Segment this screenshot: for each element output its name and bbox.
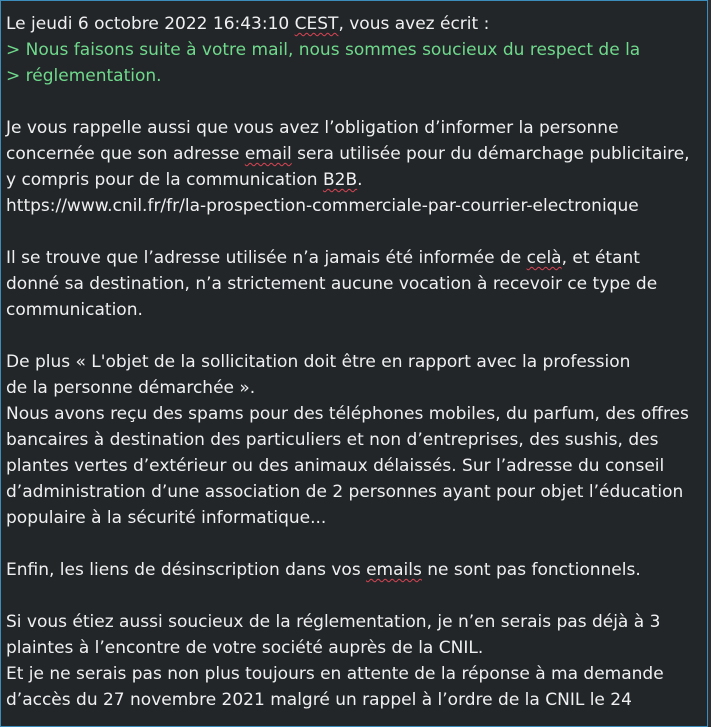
blank-line [6,531,707,557]
text-line [6,245,707,271]
url-text: https://www.cnil.fr/fr/la-prospection-commerciale-par-courrier-electronique [6,196,639,216]
text-line: d’accès du 27 novembre 2021 malgré un rappel à l’ordre de la CNIL le 24 [6,690,632,710]
text-line: plantes vertes d’extérieur ou des animaux délaissés. Sur l’adresse du conseil [6,456,665,476]
blank-line [6,583,707,609]
text-line: communication. [6,300,143,320]
text-segment: Enfin, les liens de désinscription dans vos [6,560,367,580]
text-line: populaire à la sécurité informatique... [6,508,327,528]
text-line: plaintes à l’encontre de votre société auprès de la CNIL. [6,638,484,658]
text-line: Je vous rappelle aussi que vous avez l’obligation d’informer la personne [6,118,619,138]
text-segment: y compris pour de la communication [6,170,323,190]
blank-line [6,323,707,349]
text-line: Nous avons reçu des spams pour des téléphones mobiles, du parfum, des offres [6,404,689,424]
text-line: Si vous étiez aussi soucieux de la réglementation, je n’en serais pas déjà à 3 [6,612,661,632]
attribution-text: , vous avez écrit : [338,14,490,34]
text-segment: concernée que son adresse [6,144,245,164]
text-segment: . [357,170,363,190]
text-line [6,141,707,167]
blank-line [6,89,707,115]
email-text[interactable] [1,1,707,713]
misspelled-word[interactable]: celà [526,248,562,268]
text-line: De plus « L'objet de la sollicitation doit être en rapport avec la profession [6,352,631,372]
text-segment: ne sont pas fonctionnels. [421,560,641,580]
text-line: Et je ne serais pas non plus toujours en attente de la réponse à ma demande [6,664,664,684]
text-line: bancaires à destination des particuliers et non d’entreprises, des sushis, des [6,430,659,450]
attribution-text: Le jeudi 6 octobre 2022 16:43:10 [6,14,295,34]
text-line [6,557,707,583]
blank-line [6,219,707,245]
attribution-line [6,11,707,37]
text-line: de la personne démarchée ». [6,378,256,398]
quoted-line: > réglementation. [6,66,162,86]
misspelled-word[interactable]: emails [366,560,422,580]
text-segment: sera utilisée pour du démarchage publicitaire, [291,144,690,164]
misspelled-word[interactable]: email [244,144,292,164]
misspelled-word[interactable]: CEST [294,14,339,34]
text-segment: , et étant [561,248,640,268]
text-line: d’administration d’une association de 2 personnes ayant pour objet l’éducation [6,482,684,502]
text-line [6,167,707,193]
misspelled-word[interactable]: B2B [322,170,358,190]
quoted-line: > Nous faisons suite à votre mail, nous sommes soucieux du respect de la [6,40,641,60]
text-segment: Il se trouve que l’adresse utilisée n’a jamais été informée de [6,248,527,268]
text-line: donné sa destination, n’a strictement aucune vocation à recevoir ce type de [6,274,658,294]
